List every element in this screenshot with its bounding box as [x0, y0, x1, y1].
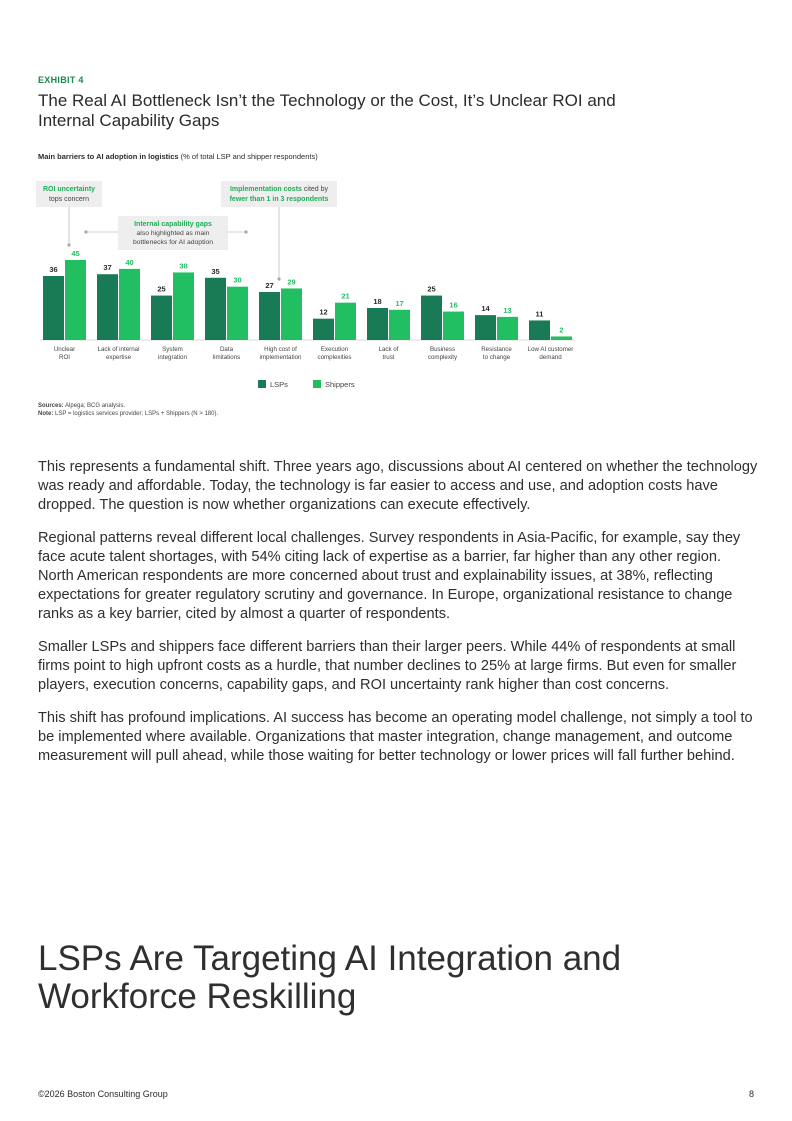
annotation-box-roi	[36, 181, 102, 207]
category-label: ROI	[58, 354, 71, 361]
category-label: implementation	[259, 354, 302, 361]
body-text	[38, 458, 758, 780]
bar-shipper	[335, 303, 356, 340]
body-paragraph-2: Regional patterns reveal different local challenges. Survey respondents in Asia-Pacific, for example, say they face acute talent shortages, with 54% citing lack of expertise as a barrier, far higher than any other region. North American respondents are more concerned about trust and explainability issues, at 38%, reflecting expectations for greater regulatory scrutiny and governance. In Europe, organizational resistance to change ranks as a key barrier, cited by almost a quarter of respondents.	[38, 530, 741, 622]
category-label: Resistance	[481, 346, 512, 353]
annotation-cap-dot-right	[244, 230, 247, 233]
bar-shipper	[281, 288, 302, 340]
bar-shipper	[389, 310, 410, 340]
bar-shipper	[551, 336, 572, 340]
legend-label-lsps: LSPs	[270, 380, 288, 389]
data-label: 11	[535, 309, 544, 319]
category-label: System	[162, 346, 183, 353]
bar-lsp	[205, 278, 226, 340]
data-label: 16	[449, 300, 458, 310]
data-label: 18	[373, 297, 382, 306]
footer-page-number: 8	[748, 1089, 754, 1099]
chart-subtitle	[38, 152, 318, 161]
data-label: 40	[125, 257, 134, 267]
note-line	[38, 410, 218, 418]
category-label: trust	[382, 354, 395, 361]
annotation-cost-text: cited by	[301, 186, 329, 193]
data-label: 17	[395, 298, 404, 308]
data-label: 35	[211, 266, 220, 276]
chart-subtitle-bold: Main barriers to AI adoption in logistics	[38, 152, 179, 161]
annotation-roi-title: ROI uncertainty	[42, 186, 96, 193]
bar-lsp	[475, 315, 496, 340]
data-label: 2	[559, 325, 564, 335]
data-label: 25	[427, 284, 436, 294]
data-label: 25	[157, 284, 166, 294]
data-label: 14	[481, 304, 490, 314]
note-text: LSP = logistics services provider; LSPs + Shippers (N > 180).	[53, 411, 219, 417]
annotation-cost-line1	[230, 186, 329, 193]
bar-shipper	[65, 260, 86, 340]
annotation-cost-title: Implementation costs	[229, 186, 302, 193]
sources-label: Sources:	[38, 403, 64, 409]
data-label: 27	[265, 281, 274, 290]
category-label: Data	[219, 346, 234, 353]
annotation-cap-text-2: bottlenecks for AI adoption	[132, 239, 214, 246]
category-label: Business	[429, 346, 456, 353]
bar-lsp	[529, 320, 550, 340]
bar-lsp	[97, 274, 118, 340]
bar-chart	[30, 176, 590, 396]
annotation-cost-title2: fewer than 1 in 3 respondents	[229, 196, 329, 203]
bar-shipper	[443, 312, 464, 340]
category-label: limitations	[212, 354, 241, 361]
data-label: 36	[49, 265, 58, 274]
body-paragraph-1: This represents a fundamental shift. Three years ago, discussions about AI centered on whether the technology was ready and affordable. Today, the technology is far easier to access and use, and adoption costs have dropped. The question is now whether organizations can execute effectively.	[38, 459, 758, 513]
exhibit-title: The Real AI Bottleneck Isn’t the Technology or the Cost, It’s Unclear ROI and Internal Capability Gaps	[38, 91, 616, 130]
annotation-cost-dot	[277, 277, 280, 280]
annotation-cap-dot-left	[84, 230, 87, 233]
category-label: Lack of internal	[97, 346, 140, 353]
bar-shipper	[119, 269, 140, 340]
bar-lsp	[421, 296, 442, 340]
category-label: Lack of	[378, 346, 399, 353]
data-label: 45	[71, 249, 80, 258]
data-label: 37	[103, 263, 112, 273]
bar-lsp	[313, 319, 334, 340]
legend-swatch-shippers	[313, 380, 321, 388]
category-label: demand	[539, 354, 562, 361]
footer-copyright: ©2026 Boston Consulting Group	[38, 1089, 168, 1099]
legend-label-shippers: Shippers	[325, 380, 355, 389]
exhibit-label: EXHIBIT 4	[38, 75, 84, 85]
data-label: 12	[319, 307, 328, 317]
data-label: 13	[503, 305, 512, 315]
note-label: Note:	[38, 411, 54, 417]
data-label: 38	[179, 261, 188, 271]
annotation-cap-text-1: also highlighted as main	[136, 230, 210, 237]
annotation-roi-text: tops concern	[48, 196, 90, 203]
chart-subtitle-rest: (% of total LSP and shipper respondents)	[178, 152, 318, 161]
data-label: 21	[341, 291, 350, 301]
annotation-box-cost	[221, 181, 337, 207]
data-label: 30	[233, 275, 242, 285]
category-label: to change	[482, 354, 511, 361]
bar-lsp	[367, 308, 388, 340]
annotation-roi-dot	[67, 243, 70, 246]
annotation-cap-title: Internal capability gaps	[134, 221, 212, 228]
category-label: Unclear	[53, 346, 76, 353]
bar-lsp	[259, 292, 280, 340]
legend-swatch-lsps	[258, 380, 266, 388]
bar-lsp	[43, 276, 64, 340]
sources-line	[38, 402, 218, 410]
category-label: Execution	[320, 346, 349, 353]
category-label: High cost of	[264, 346, 297, 353]
bar-lsp	[151, 296, 172, 340]
category-label: expertise	[105, 354, 132, 361]
bar-shipper	[173, 272, 194, 340]
body-paragraph-3: Smaller LSPs and shippers face different barriers than their larger peers. While 44% of respondents at small firms point to high upfront costs as a hurdle, that number declines to 25% at large firms. But even for smaller players, execution concerns, capability gaps, and ROI uncertainty rank higher than cost concerns.	[38, 639, 737, 693]
bar-shipper	[497, 317, 518, 340]
category-label: Low AI customer	[527, 346, 574, 353]
bar-shipper	[227, 287, 248, 340]
sources-text: Alpega; BCG analysis.	[63, 403, 126, 409]
body-paragraph-4: This shift has profound implications. AI success has become an operating model challenge, not simply a tool to be implemented where available. Organizations that master integration, change management, and outcome measurement will pull ahead, while those waiting for better technology or lower prices will fall further behind.	[38, 710, 753, 764]
section-heading: LSPs Are Targeting AI Integration and Workforce Reskilling	[38, 939, 622, 1016]
data-label: 29	[287, 277, 296, 287]
category-label: complexity	[427, 354, 458, 361]
source-notes	[38, 402, 218, 418]
category-label: integration	[158, 354, 187, 361]
category-label: complexities	[317, 354, 352, 361]
